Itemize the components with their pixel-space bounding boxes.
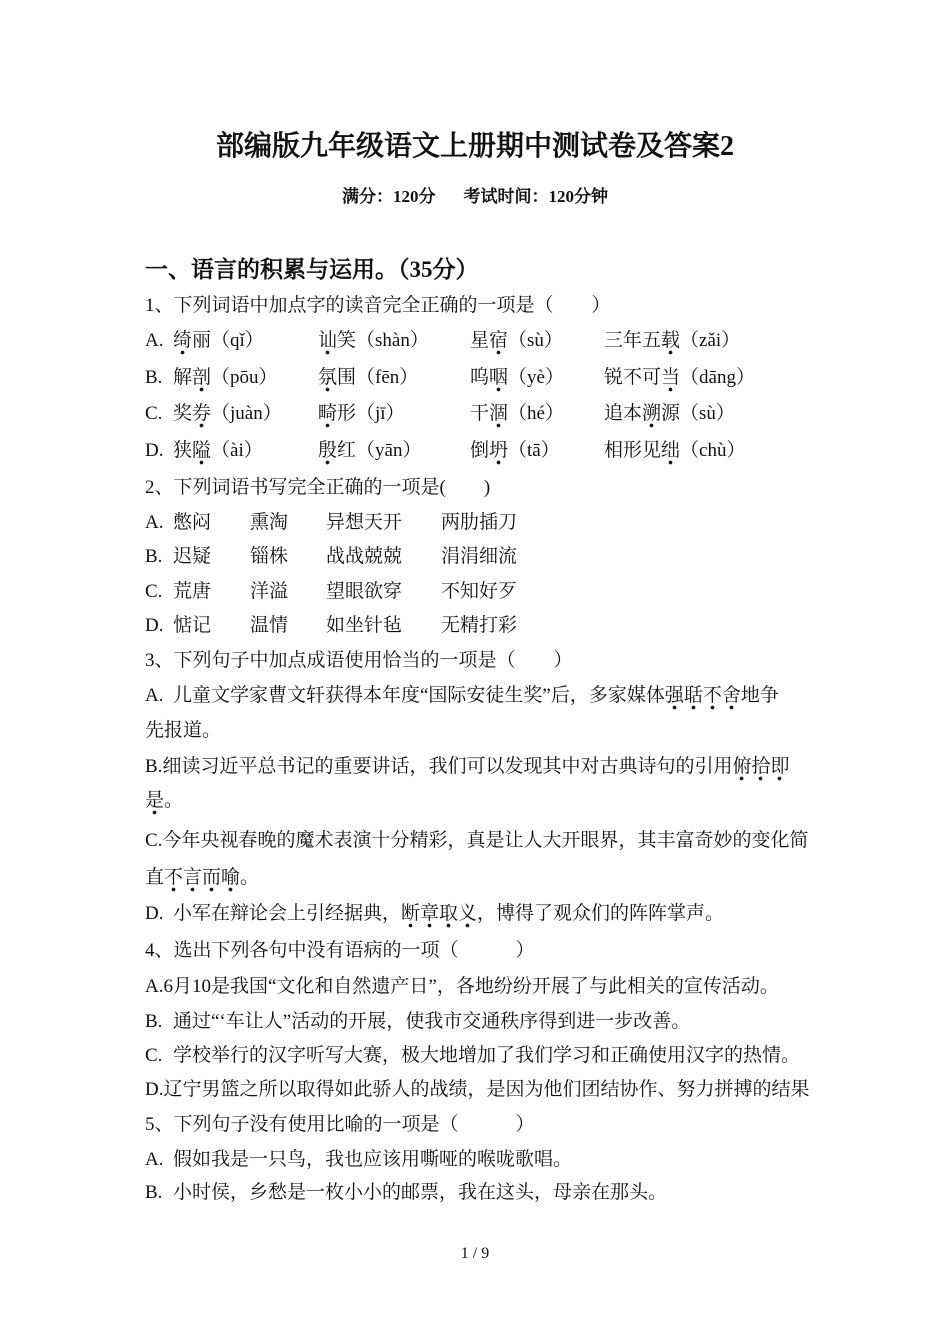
item-text: 奖 <box>173 403 193 424</box>
question-5-option-a <box>145 1148 572 1172</box>
dotted-char: 券 <box>192 403 211 428</box>
pinyin-item <box>604 329 740 353</box>
word: 望眼欲穿 <box>326 581 403 602</box>
dotted-char: 绮 <box>173 330 192 355</box>
option-label: B. <box>145 756 163 777</box>
question-3-option-b-continued <box>145 789 183 813</box>
pinyin-item <box>318 439 421 463</box>
full-score: 满分：120分 <box>342 187 436 206</box>
item-text: 相形见 <box>604 440 662 461</box>
question-3-option-c-continued <box>145 866 259 890</box>
item-text: （juàn） <box>211 403 282 424</box>
dotted-idiom: 不言而喻 <box>164 867 240 892</box>
word: 两肋插刀 <box>441 512 518 533</box>
item-text: 笑（shàn） <box>337 330 429 351</box>
option-text: 儿童文学家曹文轩获得本年度“国际安徒生奖”后，多家媒体 <box>173 685 665 706</box>
option-label: A. <box>145 976 164 997</box>
pinyin-item <box>470 366 564 390</box>
word: 迟疑 <box>173 546 212 567</box>
dotted-idiom: 是 <box>145 790 164 815</box>
question-1-option-b <box>145 366 845 390</box>
item-text: 干 <box>470 403 490 424</box>
item-text: （zǎi） <box>680 330 741 351</box>
option-text: 通过“‘车让人”活动的开展，使我市交通秩序得到进一步改善。 <box>173 1011 691 1032</box>
dotted-char: 绌 <box>661 440 680 465</box>
option-text: 直 <box>145 867 165 888</box>
item-text: （chù） <box>680 440 746 461</box>
option-label: B. <box>145 1011 163 1032</box>
option-text: 。 <box>164 790 184 811</box>
item-text: 呜 <box>470 367 490 388</box>
option-label: A. <box>145 330 164 351</box>
item-text: 丽（qǐ） <box>192 330 264 351</box>
dotted-char: 剖 <box>192 367 211 392</box>
question-2-option-b <box>145 545 845 569</box>
option-label: C. <box>145 403 163 424</box>
dotted-char: 氛 <box>318 367 337 392</box>
option-label: D. <box>145 1079 164 1100</box>
dotted-char: 畸 <box>318 403 337 428</box>
option-label: C. <box>145 581 163 602</box>
pinyin-item <box>470 439 560 463</box>
word: 憋闷 <box>173 512 212 533</box>
question-4-option-d <box>145 1078 810 1102</box>
word: 荒唐 <box>173 581 212 602</box>
option-label: D. <box>145 903 164 924</box>
option-text: 6月10是我国“文化和自然遗产日”，各地纷纷开展了与此相关的宣传活动。 <box>163 976 779 997</box>
item-text: （dāng） <box>680 367 755 388</box>
pinyin-item <box>173 366 278 390</box>
item-text: 狭 <box>173 440 193 461</box>
item-text: （ài） <box>211 440 263 461</box>
option-text: 。 <box>240 867 260 888</box>
option-label: A. <box>145 512 164 533</box>
item-text: 围（fēn） <box>337 367 419 388</box>
item-text: （pōu） <box>211 367 278 388</box>
option-text: 小军在辩论会上引经据典， <box>173 903 402 924</box>
option-text: 细读习近平总书记的重要讲话，我们可以发现其中对古典诗句的引用 <box>162 756 733 777</box>
question-3-option-a <box>145 684 779 708</box>
option-label: B. <box>145 546 163 567</box>
option-text: 先报道。 <box>145 720 222 741</box>
option-label: A. <box>145 685 164 706</box>
word: 无精打彩 <box>441 615 518 636</box>
dotted-char: 隘 <box>192 440 211 465</box>
pinyin-item <box>318 366 418 390</box>
exam-time: 考试时间：120分钟 <box>463 187 608 206</box>
question-1-option-d <box>145 439 845 463</box>
question-1-option-c <box>145 402 845 426</box>
question-2-option-c <box>145 580 845 604</box>
question-5-stem: 5、下列句子没有使用比喻的一项是（ ） <box>145 1114 535 1135</box>
option-label: C. <box>145 830 163 851</box>
question-3-option-c <box>145 829 808 853</box>
exam-meta <box>0 185 950 209</box>
option-text: 辽宁男篮之所以取得如此骄人的战绩，是因为他们团结协作、努力拼搏的结果 <box>163 1079 810 1100</box>
option-text: 地争 <box>740 685 779 706</box>
pinyin-item <box>604 439 745 463</box>
question-2-option-a <box>145 511 845 535</box>
question-3-option-b <box>145 755 789 779</box>
word: 锱株 <box>250 546 289 567</box>
question-1-stem: 1、下列词语中加点字的读音完全正确的一项是（ ） <box>145 295 611 316</box>
dotted-char: 当 <box>661 367 680 392</box>
option-text: 学校举行的汉字听写大赛，极大地增加了我们学习和正确使用汉字的热情。 <box>173 1045 801 1066</box>
option-text: ，博得了观众们的阵阵掌声。 <box>477 903 725 924</box>
item-text: （tā） <box>508 440 560 461</box>
pinyin-item <box>604 402 735 426</box>
question-3-option-a-continued <box>145 719 221 743</box>
word: 涓涓细流 <box>441 546 518 567</box>
pinyin-item <box>318 402 405 426</box>
item-text: 追本 <box>604 403 643 424</box>
dotted-char: 咽 <box>489 367 508 392</box>
item-text: 源（sù） <box>661 403 735 424</box>
item-text: 红（yān） <box>337 440 422 461</box>
question-2-stem: 2、下列词语书写完全正确的一项是( ) <box>145 477 491 498</box>
option-label: B. <box>145 367 163 388</box>
option-text: 今年央视春晚的魔术表演十分精彩，真是让人大开眼界，其丰富奇妙的变化简 <box>162 830 809 851</box>
pinyin-item <box>173 439 263 463</box>
word: 不知好歹 <box>441 581 518 602</box>
word: 温情 <box>250 615 289 636</box>
word: 熏淘 <box>250 512 289 533</box>
item-text: （sù） <box>508 330 563 351</box>
item-text: 三年五 <box>604 330 662 351</box>
word: 战战兢兢 <box>326 546 403 567</box>
dotted-char: 涸 <box>489 403 508 428</box>
dotted-idiom: 断章取义 <box>401 903 477 928</box>
option-label: D. <box>145 615 164 636</box>
question-3-option-d <box>145 902 724 926</box>
word: 异想天开 <box>326 512 403 533</box>
question-3-stem: 3、下列句子中加点成语使用恰当的一项是（ ） <box>145 650 573 671</box>
pinyin-item <box>470 402 564 426</box>
dotted-char: 讪 <box>318 330 337 355</box>
question-4-option-a <box>145 975 779 999</box>
option-label: C. <box>145 1045 163 1066</box>
question-1-option-a <box>145 329 845 353</box>
pinyin-item <box>470 329 563 353</box>
dotted-char: 载 <box>661 330 680 355</box>
page-number: 1 / 9 <box>460 1245 490 1262</box>
pinyin-item <box>604 366 755 390</box>
option-label: A. <box>145 1149 164 1170</box>
item-text: 星 <box>470 330 490 351</box>
question-4-option-c <box>145 1044 800 1068</box>
item-text: 解 <box>173 367 193 388</box>
option-text: 小时侯，乡愁是一枚小小的邮票，我在这头，母亲在那头。 <box>173 1182 668 1203</box>
option-label: D. <box>145 440 164 461</box>
word: 洋溢 <box>250 581 289 602</box>
item-text: （yè） <box>508 367 564 388</box>
dotted-char: 宿 <box>489 330 508 355</box>
section-heading: 一、语言的积累与运用。（35分） <box>145 257 479 282</box>
word: 惦记 <box>173 615 212 636</box>
pinyin-item <box>173 402 282 426</box>
item-text: 形（jī） <box>337 403 405 424</box>
pinyin-item <box>173 329 264 353</box>
dotted-char: 殷 <box>318 440 337 465</box>
word: 如坐针毡 <box>326 615 403 636</box>
item-text: 锐不可 <box>604 367 662 388</box>
option-text: 假如我是一只鸟，我也应该用嘶哑的喉咙歌唱。 <box>173 1149 573 1170</box>
dotted-char: 溯 <box>642 403 661 428</box>
item-text: （hé） <box>508 403 564 424</box>
option-label: B. <box>145 1182 163 1203</box>
dotted-char: 坍 <box>489 440 508 465</box>
question-2-option-d <box>145 614 845 638</box>
pinyin-item <box>318 329 429 353</box>
dotted-idiom: 俯拾即 <box>732 756 789 781</box>
dotted-idiom: 强聒不舍 <box>665 685 741 710</box>
question-4-option-b <box>145 1010 690 1034</box>
question-5-option-b <box>145 1181 667 1205</box>
item-text: 倒 <box>470 440 490 461</box>
document-title: 部编版九年级语文上册期中测试卷及答案2 <box>215 131 734 162</box>
question-4-stem: 4、选出下列各句中没有语病的一项（ ） <box>145 940 535 961</box>
